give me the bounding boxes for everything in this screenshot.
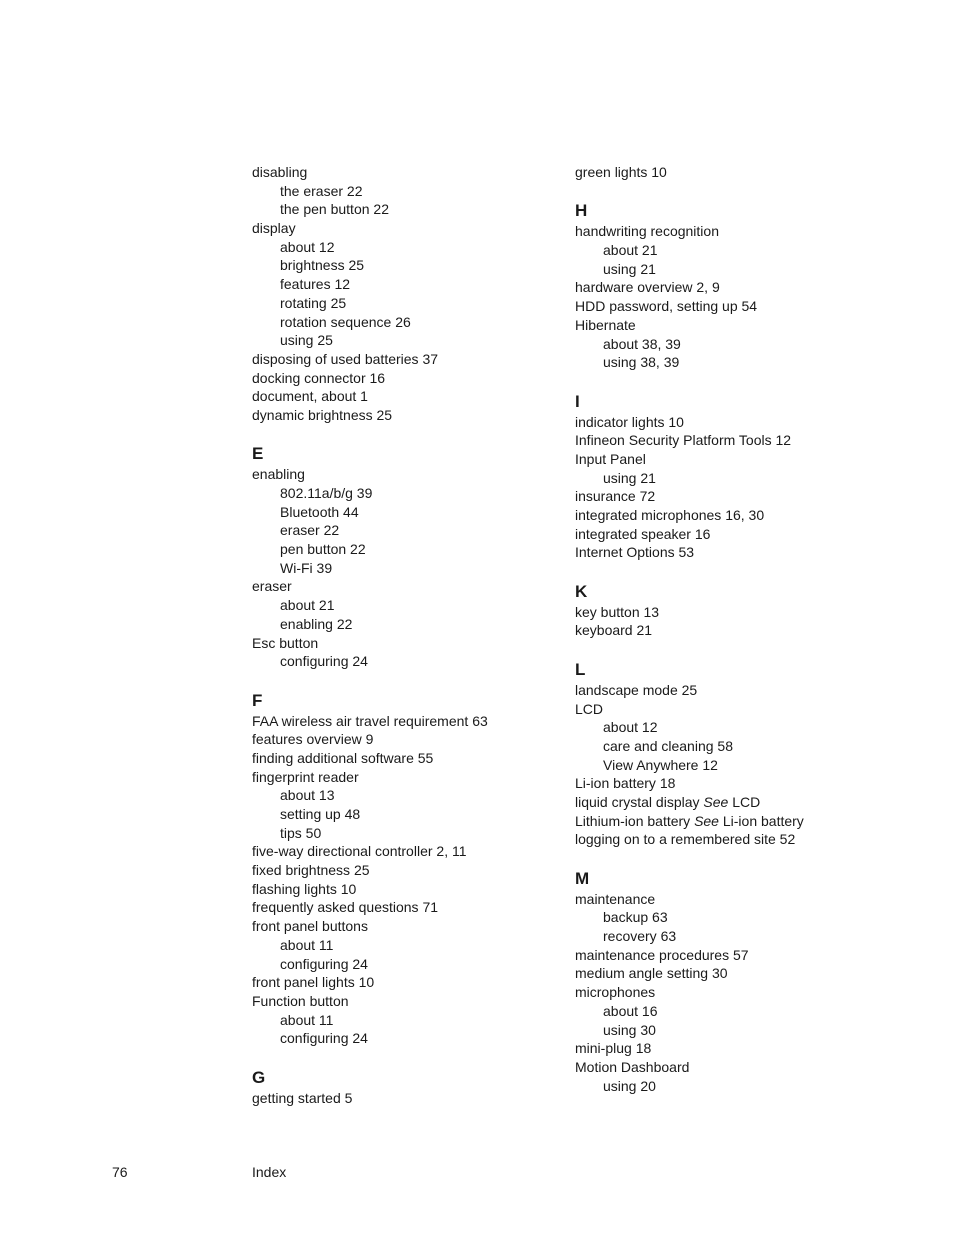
- index-subentry: about 13: [280, 787, 335, 804]
- index-entry-cross-reference: [575, 793, 875, 812]
- index-entry: five-way directional controller 2, 11: [252, 843, 467, 860]
- index-entry: hardware overview 2, 9: [575, 279, 720, 296]
- index-entry: Hibernate: [575, 316, 636, 333]
- index-entry: microphones: [575, 984, 656, 1001]
- section-gap: [575, 562, 875, 581]
- index-entry: Li-ion battery 18: [575, 775, 676, 792]
- index-subentry: backup 63: [603, 909, 668, 926]
- index-subentry: using 25: [280, 332, 333, 349]
- index-entry: integrated microphones 16, 30: [575, 507, 765, 523]
- index-entry: enabling: [252, 466, 305, 483]
- section-gap: [575, 182, 875, 201]
- index-entry: Input Panel: [575, 450, 646, 467]
- index-subentry: View Anywhere 12: [603, 756, 718, 773]
- see-reference-label: See: [703, 793, 729, 810]
- index-subentry: features 12: [280, 276, 351, 293]
- index-subentry: 802.11a/b/g 39: [280, 485, 373, 501]
- index-subentry: recovery 63: [603, 928, 677, 945]
- page-number: 76: [112, 1164, 128, 1180]
- index-entry: integrated speaker 16: [575, 525, 711, 542]
- index-entry: eraser: [252, 578, 292, 595]
- index-subentry: setting up 48: [280, 806, 361, 822]
- section-letter-heading: L: [575, 659, 586, 679]
- index-entry: flashing lights 10: [252, 880, 357, 897]
- index-column-right: [575, 163, 875, 1095]
- index-subentry: using 21: [603, 469, 656, 486]
- index-entry: indicator lights 10: [575, 413, 684, 430]
- index-subentry: care and cleaning 58: [603, 737, 733, 754]
- index-entry: front panel lights 10: [252, 974, 375, 991]
- index-entry: Internet Options 53: [575, 544, 695, 561]
- section-gap: [252, 425, 552, 444]
- index-entry-cross-reference: [575, 812, 875, 831]
- index-entry: fingerprint reader: [252, 768, 359, 785]
- section-letter-heading: I: [575, 391, 580, 411]
- reference-target: LCD: [728, 793, 761, 810]
- index-subentry: about 12: [603, 719, 658, 736]
- section-letter-heading: H: [575, 201, 588, 221]
- index-subentry: about 21: [280, 597, 335, 614]
- index-entry: docking connector 16: [252, 369, 386, 386]
- index-entry: disposing of used batteries 37: [252, 350, 439, 367]
- index-entry: disabling: [252, 164, 308, 180]
- index-entry: Esc button: [252, 634, 319, 651]
- index-subentry: the eraser 22: [280, 182, 363, 199]
- index-entry: document, about 1: [252, 388, 368, 405]
- index-entry: Infineon Security Platform Tools 12: [575, 432, 792, 449]
- index-entry: Motion Dashboard: [575, 1058, 690, 1075]
- index-entry: key button 13: [575, 603, 660, 620]
- index-subentry: about 12: [280, 238, 335, 255]
- index-subentry: enabling 22: [280, 615, 353, 632]
- index-subentry: about 21: [603, 242, 658, 259]
- section-gap: [575, 640, 875, 659]
- index-subentry: brightness 25: [280, 257, 365, 274]
- index-subentry: using 20: [603, 1077, 656, 1094]
- index-subentry: about 11: [280, 936, 334, 953]
- index-subentry: eraser 22: [280, 522, 340, 539]
- index-entry: finding additional software 55: [252, 749, 434, 766]
- index-subentry: using 21: [603, 260, 656, 277]
- section-gap: [252, 671, 552, 690]
- index-entry: keyboard 21: [575, 622, 653, 639]
- index-subentry: configuring 24: [280, 1030, 368, 1047]
- section-name: Index: [252, 1164, 287, 1180]
- index-subentry: pen button 22: [280, 541, 366, 558]
- index-subentry: configuring 24: [280, 653, 368, 670]
- index-entry: Function button: [252, 992, 349, 1009]
- entry-term: liquid crystal display: [575, 793, 704, 810]
- index-entry: FAA wireless air travel requirement 63: [252, 712, 488, 729]
- section-letter-heading: G: [252, 1067, 266, 1087]
- section-letter-heading: K: [575, 581, 588, 601]
- index-subentry: rotating 25: [280, 294, 347, 311]
- index-entry: mini-plug 18: [575, 1040, 652, 1057]
- entry-term: Lithium-ion battery: [575, 812, 695, 829]
- index-entry: frequently asked questions 71: [252, 899, 439, 916]
- see-reference-label: See: [694, 812, 719, 829]
- index-subentry: the pen button 22: [280, 201, 389, 218]
- index-subentry: configuring 24: [280, 955, 368, 972]
- section-gap: [575, 849, 875, 868]
- index-subentry: using 30: [603, 1021, 656, 1038]
- index-entry: medium angle setting 30: [575, 965, 728, 982]
- index-entry: maintenance: [575, 890, 656, 907]
- section-gap: [252, 1048, 552, 1067]
- index-subentry: about 11: [280, 1011, 334, 1028]
- index-entry: logging on to a remembered site 52: [575, 831, 796, 848]
- index-subentry: using 38, 39: [603, 354, 680, 371]
- index-entry: fixed brightness 25: [252, 862, 370, 879]
- index-subentry: Bluetooth 44: [280, 503, 359, 520]
- index-subentry: about 16: [603, 1002, 658, 1019]
- section-letter-heading: E: [252, 444, 264, 464]
- index-subentry: Wi-Fi 39: [280, 559, 333, 576]
- index-subentry: rotation sequence 26: [280, 313, 411, 330]
- index-entry: display: [252, 220, 296, 237]
- index-entry: getting started 5: [252, 1089, 353, 1106]
- index-entry: dynamic brightness 25: [252, 406, 393, 423]
- index-subentry: tips 50: [280, 824, 322, 841]
- index-entry: LCD: [575, 700, 604, 717]
- index-entry: HDD password, setting up 54: [575, 298, 758, 315]
- index-entry: features overview 9: [252, 731, 374, 748]
- index-subentry: about 38, 39: [603, 335, 681, 352]
- index-entry: handwriting recognition: [575, 223, 719, 240]
- reference-target: Li-ion battery: [718, 812, 804, 829]
- index-entry: landscape mode 25: [575, 681, 698, 698]
- index-column-left: [252, 163, 552, 1107]
- index-entry: insurance 72: [575, 488, 656, 505]
- index-entry: front panel buttons: [252, 918, 368, 935]
- section-letter-heading: M: [575, 868, 590, 888]
- index-entry: green lights 10: [575, 164, 667, 180]
- index-entry: maintenance procedures 57: [575, 946, 749, 963]
- section-gap: [575, 372, 875, 391]
- section-letter-heading: F: [252, 690, 263, 710]
